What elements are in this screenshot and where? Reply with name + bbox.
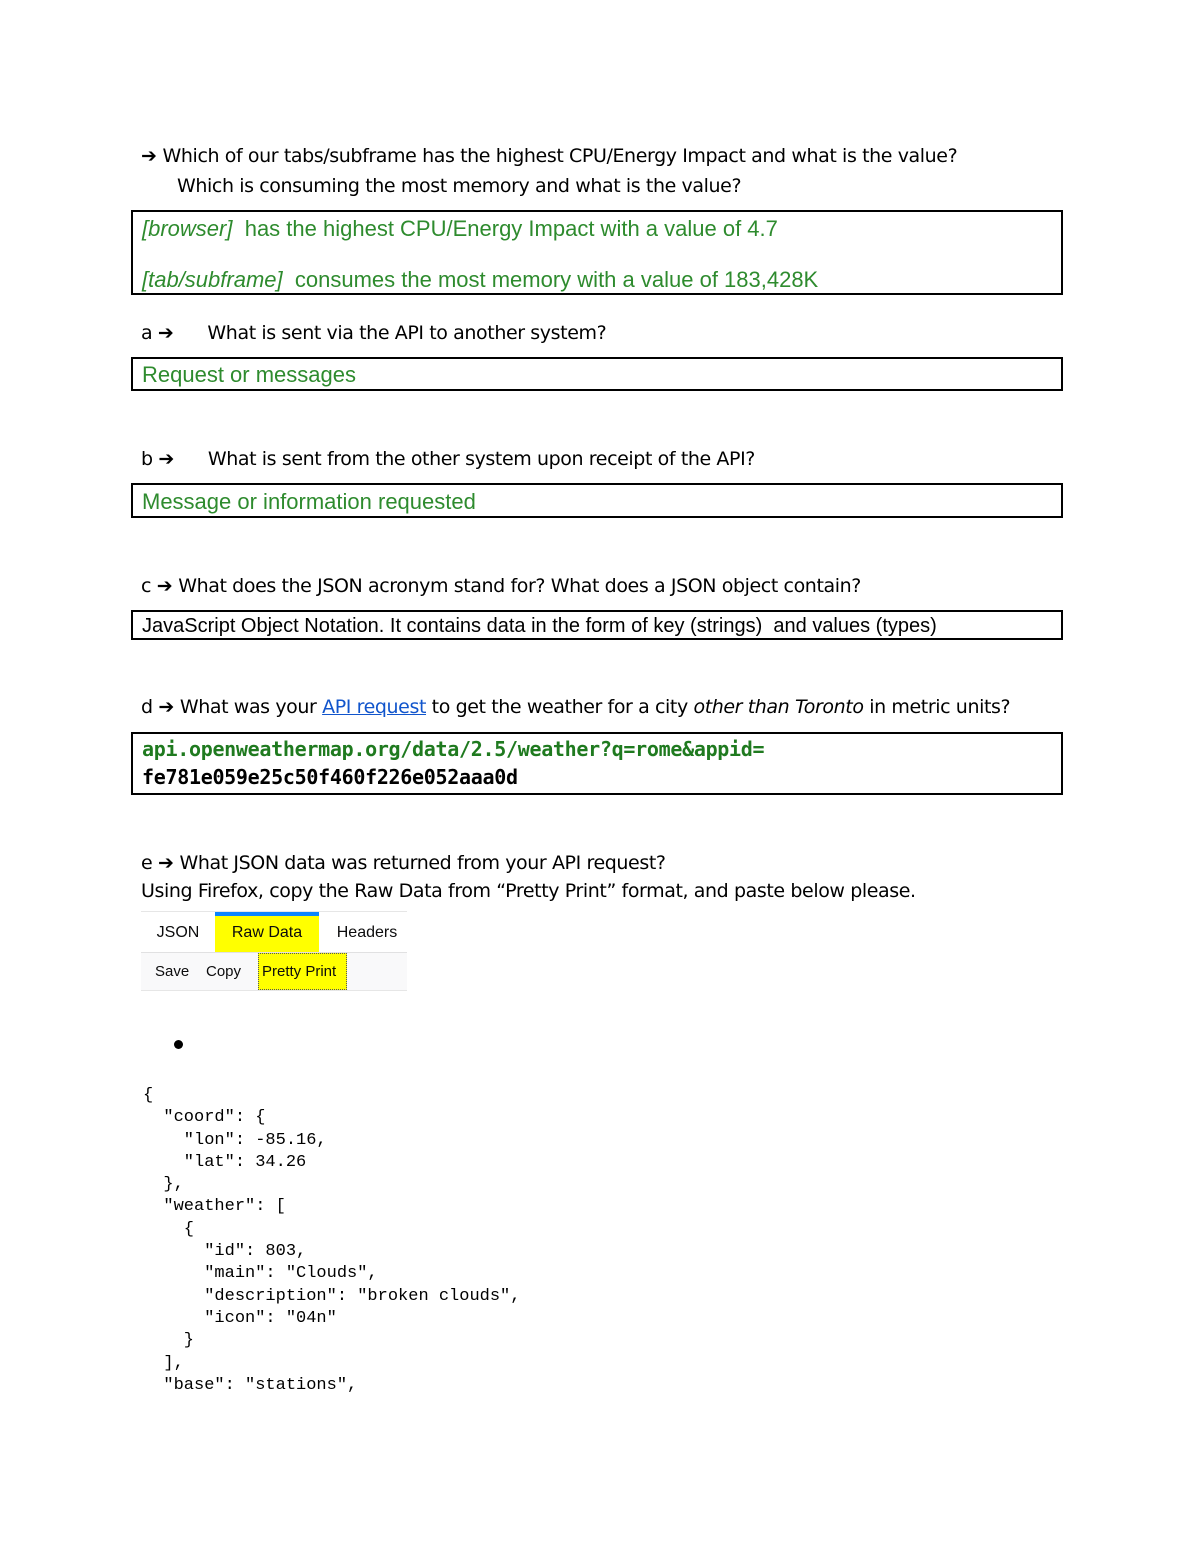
copy-button[interactable]: Copy xyxy=(206,963,242,980)
save-button[interactable]: Save xyxy=(155,963,190,980)
arrow-icon: ➔ xyxy=(158,696,174,718)
arrow-icon: ➔ xyxy=(156,575,173,597)
question-c: c ➔ What does the JSON acronym stand for? What does a JSON object contain? xyxy=(141,575,861,597)
answer-box-b[interactable] xyxy=(131,483,1063,518)
answer-main-line1: [browser] has the highest CPU/Energy Impact with a value of 4.7 xyxy=(142,216,778,241)
question-a: a ➔ What is sent via the API to another system? xyxy=(141,322,607,344)
answer-a: Request or messages xyxy=(142,362,356,387)
answer-d-appid: fe781e059e25c50f460f226e052aaa0d xyxy=(142,765,518,789)
arrow-icon: ➔ xyxy=(157,852,174,874)
answer-box-main[interactable] xyxy=(131,210,1063,295)
question-d: d ➔ What was your API request to get the weather for a city other than Toronto in metric units? xyxy=(141,696,1011,718)
answer-tag-browser: [browser] xyxy=(142,216,233,241)
bullet-point-icon xyxy=(174,1040,183,1049)
firefox-button-row xyxy=(141,953,407,990)
pretty-print-button[interactable]: Pretty Print xyxy=(258,953,347,990)
api-request-link[interactable]: API request xyxy=(322,696,427,718)
question-e-line1: e ➔ What JSON data was returned from your API request? xyxy=(141,852,666,874)
firefox-json-toolbar xyxy=(141,911,407,991)
json-output[interactable]: { "coord": { "lon": -85.16, "lat": 34.26 }, "weather": [ { "id": 803, "main": "Clouds", "description": "broken clouds", "icon": "04n" } ], "base": "stations", xyxy=(143,1086,521,1395)
answer-tag-subframe: [tab/subframe] xyxy=(142,267,283,292)
question-e-line2: Using Firefox, copy the Raw Data from “Pretty Print” format, and paste below please. xyxy=(141,880,916,902)
answer-b: Message or information requested xyxy=(142,489,476,514)
question-b: b ➔ What is sent from the other system upon receipt of the API? xyxy=(141,448,755,470)
arrow-icon: ➔ xyxy=(157,322,174,344)
answer-box-a[interactable] xyxy=(131,357,1063,391)
question-main-line1: ➔ Which of our tabs/subframe has the highest CPU/Energy Impact and what is the value? xyxy=(141,145,958,167)
answer-box-c[interactable] xyxy=(131,610,1063,640)
firefox-tab-row xyxy=(141,912,407,953)
tab-headers[interactable]: Headers xyxy=(336,924,398,941)
tab-raw-data[interactable]: Raw Data xyxy=(215,912,319,952)
question-main-line2: Which is consuming the most memory and what is the value? xyxy=(177,175,742,197)
answer-c: JavaScript Object Notation. It contains data in the form of key (strings) and values (types) xyxy=(142,615,937,637)
answer-main-line2: [tab/subframe] consumes the most memory with a value of 183,428K xyxy=(142,267,819,292)
answer-d-url: api.openweathermap.org/data/2.5/weather?q=rome&appid= xyxy=(142,737,765,761)
arrow-icon: ➔ xyxy=(141,145,157,167)
arrow-icon: ➔ xyxy=(158,448,174,470)
tab-json[interactable]: JSON xyxy=(156,924,200,941)
answer-box-d[interactable] xyxy=(131,732,1063,795)
